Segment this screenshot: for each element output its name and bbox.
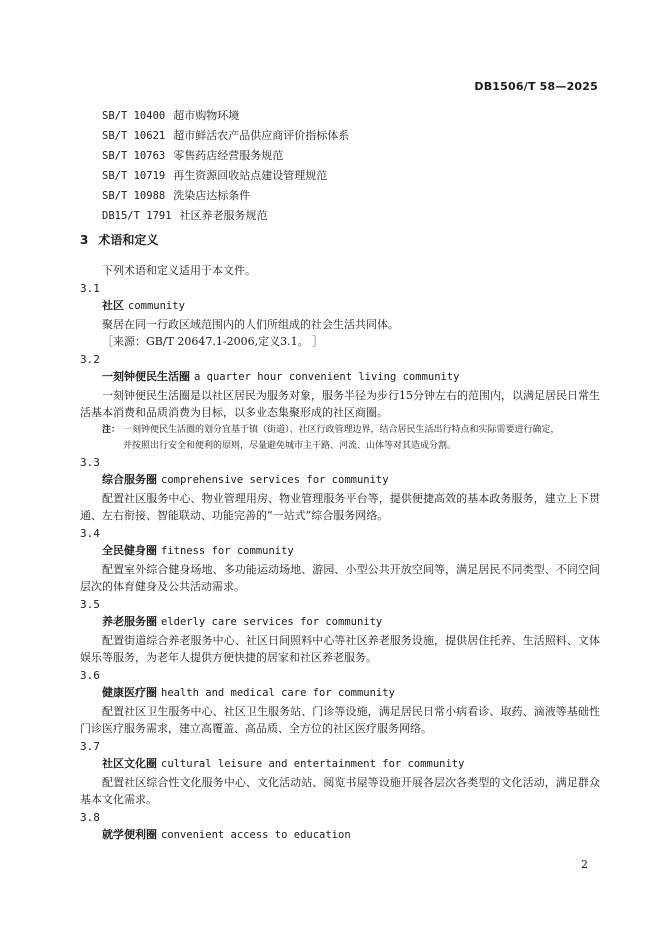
term-definition: 配置社区卫生服务中心、社区卫生服务站、门诊等设施，满足居民日常小病看诊、取药、滴液等基础性门诊医疗服务需求，建立高覆盖、高品质、全方位的社区医疗服务网络。 (80, 704, 600, 735)
term-zh: 就学便利圈 (102, 828, 157, 841)
term-en: elderly care services for community (161, 616, 383, 628)
term-en: community (128, 300, 185, 312)
reference-title: 超市鲜活农产品供应商评价指标体系 (173, 129, 350, 142)
reference-list (102, 106, 349, 226)
term-title (80, 542, 600, 561)
page-number: 2 (581, 858, 588, 871)
term-number: 3.2 (80, 352, 100, 366)
document-code: DB1506/T 58—2025 (474, 80, 598, 93)
term-zh: 社区文化圈 (102, 757, 157, 770)
reference-item (102, 126, 349, 146)
term-definition: 配置社区服务中心、物业管理用房、物业管理服务平台等，提供便捷高效的基本政务服务，建立上下贯通、左右衔接、智能联动、功能完善的“一站式”综合服务网络。 (80, 491, 600, 522)
term-zh: 全民健身圈 (102, 544, 157, 557)
term-title (80, 368, 600, 387)
reference-code: SB/T 10400 (102, 110, 166, 122)
reference-title: 社区养老服务规范 (179, 209, 268, 222)
reference-title: 再生资源回收站点建设管理规范 (173, 169, 328, 182)
term-en: cultural leisure and entertainment for community (161, 758, 465, 770)
section-title: 术语和定义 (98, 233, 159, 247)
term-number: 3.4 (80, 526, 100, 540)
term-source: ［来源：GB/T 20647.1-2006,定义3.1。 ］ (102, 335, 324, 348)
term-title (80, 684, 600, 703)
reference-item (102, 206, 349, 226)
term-definition: 一刻钟便民生活圈是以社区居民为服务对象，服务半径为步行15分钟左右的范围内，以满足居民日常生活基本消费和品质消费为目标，以多业态集聚形成的社区商圈。 (80, 388, 600, 419)
section-number: 3 (80, 233, 89, 247)
reference-code: SB/T 10763 (102, 150, 166, 162)
term-en: health and medical care for community (161, 687, 395, 699)
term-title (80, 613, 600, 632)
term-definition: 配置室外综合健身场地、多功能运动场地、游园、小型公共开放空间等，满足居民不同类型、不同空间层次的体育健身及公共活动需求。 (80, 562, 600, 593)
term-number: 3.5 (80, 597, 100, 611)
reference-item (102, 186, 349, 206)
note-line-1: 一刻钟便民生活圈的划分宜基于镇（街道）、社区行政管理边界，结合居民生活出行特点和实际需要进行确定， (123, 424, 560, 435)
term-title (80, 297, 600, 316)
term-title (80, 755, 600, 774)
term-note (80, 422, 600, 454)
reference-item (102, 106, 349, 126)
term-definition: 聚居在同一行政区域范围内的人们所组成的社会生活共同体。 (102, 317, 399, 331)
term-zh: 综合服务圈 (102, 473, 157, 486)
term-number: 3.6 (80, 668, 100, 682)
reference-code: DB15/T 1791 (102, 210, 172, 222)
term-title (80, 826, 600, 845)
term-en: a quarter hour convenient living community (194, 371, 460, 383)
term-definition: 配置社区综合性文化服务中心、文化活动站、阅览书屋等设施开展各层次各类型的文化活动，满足群众基本文化需求。 (80, 775, 600, 806)
term-zh: 社区 (102, 299, 124, 312)
term-title (80, 471, 600, 490)
term-zh: 健康医疗圈 (102, 686, 157, 699)
term-en: fitness for community (161, 545, 294, 557)
term-zh: 养老服务圈 (102, 615, 157, 628)
term-zh: 一刻钟便民生活圈 (102, 370, 190, 383)
terms-body (80, 262, 600, 845)
reference-title: 超市购物环境 (173, 109, 240, 122)
reference-item (102, 146, 349, 166)
note-line-2: 并按照出行安全和便利的原则，尽量避免城市主干路、河流、山体等对其造成分割。 (123, 440, 457, 451)
reference-code: SB/T 10621 (102, 130, 166, 142)
term-number: 3.7 (80, 739, 100, 753)
term-definition: 配置街道综合养老服务中心、社区日间照料中心等社区养老服务设施，提供居住托养、生活照料、文体娱乐等服务，为老年人提供方便快捷的居家和社区养老服务。 (80, 633, 600, 664)
note-label: 注： (102, 424, 121, 435)
term-number: 3.8 (80, 810, 100, 824)
reference-code: SB/T 10719 (102, 170, 166, 182)
reference-code: SB/T 10988 (102, 190, 166, 202)
term-en: comprehensive services for community (161, 474, 389, 486)
reference-item (102, 166, 349, 186)
term-number: 3.3 (80, 455, 100, 469)
section-intro: 下列术语和定义适用于本文件。 (102, 264, 256, 277)
reference-title: 洗染店达标条件 (173, 189, 251, 202)
section-heading (80, 231, 158, 248)
term-number: 3.1 (80, 281, 100, 295)
term-en: convenient access to education (161, 829, 351, 841)
reference-title: 零售药店经营服务规范 (173, 149, 284, 162)
